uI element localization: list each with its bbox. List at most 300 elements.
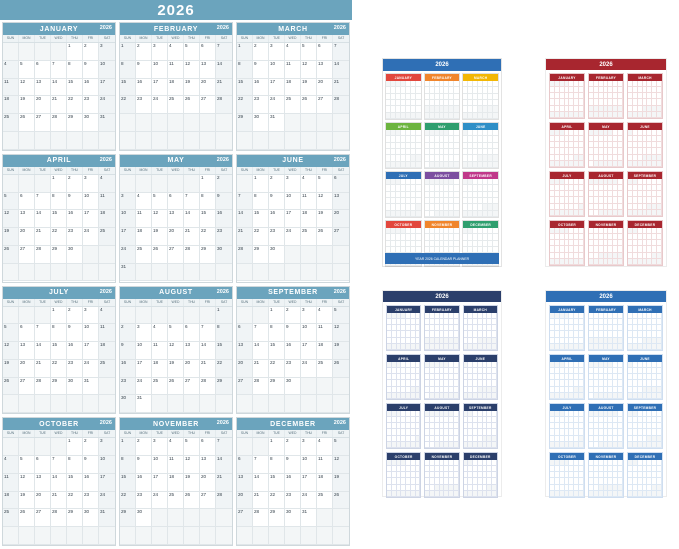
day-number: 8 [201,192,204,198]
month-year: 2026 [216,25,229,31]
day-number: 31 [137,395,143,401]
day-cell [19,264,35,282]
day-number: 15 [270,342,276,348]
day-number: 31 [100,509,106,515]
month-header [237,155,349,167]
day-number: 8 [121,456,124,462]
thumbnail-day-cell [618,344,623,350]
day-cell [136,509,152,527]
day-number: 29 [238,114,244,120]
day-cell [136,114,152,132]
day-cell [269,474,285,492]
day-number: 9 [84,456,87,462]
day-cell [285,342,301,360]
month-year: 2026 [99,420,112,427]
day-number: 29 [52,245,58,251]
thumbnail-month-block [424,452,459,498]
day-cell [136,246,152,264]
day-cell [120,61,136,79]
day-number: 28 [185,245,191,251]
day-number: 18 [153,359,159,365]
day-cell [168,193,184,211]
day-cell [51,246,67,264]
day-number: 8 [121,60,124,66]
day-cell [301,114,317,132]
day-number: 11 [100,324,105,330]
day-cell [269,132,285,150]
variant-title-blue: 2026 [546,291,666,302]
day-number: 26 [334,491,340,497]
day-cell [51,324,67,342]
day-number: 6 [169,192,172,198]
day-number: 28 [52,509,58,515]
day-cell [152,456,168,474]
day-cell [3,96,19,114]
thumbnail-month-header: JUNE [628,355,662,362]
thumbnail-month-block [386,452,421,498]
thumbnail-day-grid [464,362,497,399]
day-number: 13 [201,456,207,462]
day-number: 1 [121,438,124,444]
weekday-header-row [3,299,115,307]
month-name: OCTOBER [39,420,79,428]
day-cell [99,96,115,114]
day-number: 27 [36,509,42,515]
thumbnail-day-cell [579,161,584,167]
weekday-label: SUN [237,35,253,42]
day-number: 17 [153,78,159,84]
day-number: 3 [84,174,87,180]
variant-thumbnail-navy[interactable] [382,290,502,497]
day-number: 11 [318,324,323,330]
day-cell [200,342,216,360]
thumbnail-month-block [627,452,663,498]
day-cell [200,378,216,396]
thumbnail-day-cell [454,491,459,497]
day-cell [67,246,83,264]
weekday-label: THU [184,430,200,437]
day-cell [333,132,349,150]
variant-thumbnail-blue[interactable] [545,290,667,497]
day-number: 5 [169,324,172,330]
day-cell [285,175,301,193]
day-number: 17 [153,473,159,479]
weekday-label: FRI [317,35,333,42]
thumbnail-day-grid [550,313,584,350]
day-cell [301,246,317,264]
day-cell [301,307,317,325]
thumbnail-month-header: MAY [425,355,458,362]
day-cell [136,96,152,114]
thumbnail-day-grid [550,228,584,265]
day-cell [285,114,301,132]
weekday-label: TUE [152,299,168,306]
thumbnail-month-header: FEBRUARY [589,74,623,81]
day-cell [168,474,184,492]
weekday-label: SUN [237,167,253,174]
thumbnail-month-header: JANUARY [387,306,420,313]
day-cell [237,360,253,378]
day-cell [99,360,115,378]
day-cell [184,264,200,282]
day-number: 16 [84,78,90,84]
thumbnail-month-header: AUGUST [425,172,460,179]
day-cell [333,360,349,378]
day-number: 14 [52,473,58,479]
thumbnail-day-cell [454,211,459,217]
day-cell [269,509,285,527]
day-number: 22 [270,491,276,497]
weekday-label: WED [285,167,301,174]
day-cell [51,96,67,114]
thumbnail-day-grid [425,460,458,497]
day-cell [35,228,51,246]
day-number: 28 [254,377,260,383]
day-cell [237,527,253,545]
day-cell [67,175,83,193]
day-cell [333,324,349,342]
day-cell [67,61,83,79]
weekday-label: WED [168,430,184,437]
thumbnail-month-block [424,73,461,120]
thumbnail-month-header: NOVEMBER [589,453,623,460]
day-number: 4 [4,60,7,66]
day-cell [35,509,51,527]
day-cell [83,378,99,396]
day-number: 12 [4,342,10,348]
thumbnail-month-block [424,305,459,351]
weekday-label: FRI [83,35,99,42]
thumbnail-month-block [588,171,624,217]
day-cell [269,307,285,325]
weekday-label: FRI [83,299,99,306]
day-number: 3 [84,306,87,312]
day-cell [99,378,115,396]
day-cell [51,210,67,228]
day-number: 24 [286,228,292,234]
day-cell [83,228,99,246]
day-cell [35,264,51,282]
day-cell [216,527,232,545]
day-cell [269,175,285,193]
day-number: 8 [52,192,55,198]
variant-title-rainbow: 2026 [383,59,501,71]
month-header [120,418,232,430]
day-cell [120,210,136,228]
day-cell [269,264,285,282]
day-cell [168,210,184,228]
variant-thumbnail-rainbow[interactable] [382,58,502,267]
day-cell [35,210,51,228]
day-cell [237,456,253,474]
day-cell [51,378,67,396]
day-number: 5 [334,306,337,312]
day-number: 18 [100,342,106,348]
day-number: 27 [201,96,207,102]
day-number: 5 [334,438,337,444]
day-number: 26 [153,245,159,251]
day-cell [3,438,19,456]
weekday-label: MON [253,35,269,42]
day-cell [184,509,200,527]
weekday-label: SAT [337,431,345,436]
day-number: 3 [302,438,305,444]
day-cell [216,193,232,211]
day-number: 22 [254,228,260,234]
day-number: 6 [20,192,23,198]
day-number: 23 [270,228,276,234]
day-number: 16 [121,359,127,365]
day-number: 1 [68,43,71,48]
thumbnail-month-block [385,122,422,169]
month-name: APRIL [46,157,72,165]
weekday-label: SAT [220,167,228,172]
day-number: 18 [286,78,292,84]
day-cell [67,456,83,474]
day-cell [285,96,301,114]
day-cell [152,527,168,545]
day-cell [269,360,285,378]
thumbnail-day-grid [387,411,420,448]
thumbnail-day-cell [579,344,584,350]
day-cell [99,246,115,264]
day-cell [301,342,317,360]
day-number: 1 [238,43,241,48]
day-number: 30 [68,377,74,383]
day-cell [200,509,216,527]
month-year: 2026 [333,156,346,163]
day-number: 30 [137,509,143,515]
month-header [120,23,232,35]
weekday-label: SUN [3,35,19,42]
thumbnail-month-header: APRIL [550,123,584,130]
day-number: 9 [270,192,273,198]
day-number: 23 [286,491,292,497]
weekday-label: MON [19,167,35,174]
day-number: 9 [286,456,289,462]
day-number: 3 [302,306,305,312]
day-number: 27 [318,96,324,102]
main-calendar-year-banner: 2026 [0,0,352,20]
thumbnail-day-grid [550,81,584,118]
day-cell [3,360,19,378]
day-cell [253,474,269,492]
day-number: 15 [217,342,223,348]
day-number: 17 [84,342,90,348]
day-cell [136,360,152,378]
day-cell [99,175,115,193]
day-number: 26 [185,491,191,497]
day-number: 28 [238,245,244,251]
weekday-header-row [3,167,115,175]
day-cell [333,114,349,132]
day-number: 24 [137,377,143,383]
weekday-label: THU [67,430,83,437]
day-cell [168,342,184,360]
day-number: 21 [334,78,340,84]
day-number: 11 [169,456,174,462]
day-cell [3,474,19,492]
day-cell [285,360,301,378]
day-cell [269,114,285,132]
day-cell [216,61,232,79]
day-cell [285,509,301,527]
day-cell [301,43,317,61]
thumbnail-month-block [462,122,499,169]
day-cell [184,360,200,378]
variant-thumbnail-red[interactable] [545,58,667,267]
thumbnail-month-header: OCTOBER [550,453,584,460]
day-number: 22 [52,359,58,365]
day-number: 14 [36,342,42,348]
variant-footer-rainbow: YEAR 2026 CALENDAR PLANNER [385,253,499,264]
day-number: 28 [201,377,207,383]
day-cell [269,342,285,360]
day-cell [19,324,35,342]
day-number: 4 [318,306,321,312]
day-cell [120,114,136,132]
day-cell [152,132,168,150]
thumbnail-day-grid [628,411,662,448]
thumbnail-month-header: JANUARY [550,74,584,81]
day-number: 18 [318,473,324,479]
day-number: 5 [20,60,23,66]
thumbnail-day-cell [657,259,662,265]
weekday-label: SUN [3,167,19,174]
day-number: 6 [334,174,337,180]
day-cell [184,114,200,132]
day-number: 9 [137,60,140,66]
day-cell [99,474,115,492]
day-number: 26 [20,114,26,120]
day-cell [184,438,200,456]
day-number: 18 [302,210,308,216]
day-number: 29 [121,509,127,515]
day-cell [3,307,19,325]
day-number: 31 [302,509,308,515]
day-cell [19,96,35,114]
month-header [3,23,115,35]
thumbnail-month-block [627,73,663,119]
day-cell [67,492,83,510]
weekday-label: THU [184,299,200,306]
day-cell [83,79,99,97]
day-cell [216,307,232,325]
day-cell [301,264,317,282]
day-number: 8 [270,456,273,462]
day-number: 7 [36,324,39,330]
day-cell [83,360,99,378]
day-cell [237,175,253,193]
day-number: 28 [217,491,223,497]
day-cell [333,246,349,264]
day-cell [317,175,333,193]
weekday-label: THU [301,430,317,437]
day-cell [51,61,67,79]
day-cell [67,114,83,132]
day-cell [35,307,51,325]
day-cell [184,395,200,413]
day-number: 30 [68,245,74,251]
thumbnail-day-cell [579,393,584,399]
day-cell [269,492,285,510]
day-cell [83,456,99,474]
day-cell [99,324,115,342]
day-cell [19,378,35,396]
day-cell [3,492,19,510]
thumbnail-month-header: JANUARY [550,306,584,313]
day-cell [317,438,333,456]
weekday-label: WED [168,167,184,174]
day-cell [83,132,99,150]
month-block [119,286,233,415]
thumbnail-month-header: SEPTEMBER [463,172,498,179]
day-cell [152,264,168,282]
day-number: 14 [52,78,58,84]
day-cell [216,395,232,413]
day-cell [184,342,200,360]
day-cell [51,228,67,246]
day-cell [120,456,136,474]
day-number: 24 [84,228,90,234]
day-cell [19,438,35,456]
day-cell [67,264,83,282]
day-cell [3,132,19,150]
weekday-label: MON [136,35,152,42]
day-cell [253,246,269,264]
day-cell [200,175,216,193]
day-number: 7 [201,324,204,330]
thumbnail-day-grid [425,81,460,119]
thumbnail-month-block [463,354,498,400]
thumbnail-day-cell [416,442,421,448]
day-cell [120,132,136,150]
day-cell [51,360,67,378]
day-cell [333,264,349,282]
day-number: 19 [4,359,10,365]
day-cell [67,360,83,378]
thumbnail-month-header: OCTOBER [386,221,421,228]
thumbnail-month-header: JANUARY [386,74,421,81]
day-number: 13 [20,210,26,216]
day-number: 27 [20,377,26,383]
day-number: 13 [334,192,340,198]
day-cell [120,492,136,510]
month-year: 2026 [216,156,229,163]
thumbnail-month-header: SEPTEMBER [628,172,662,179]
day-number: 3 [153,43,156,48]
day-cell [269,527,285,545]
thumbnail-month-block [386,403,421,449]
thumbnail-month-block [462,171,499,218]
thumbnail-month-header: MARCH [628,306,662,313]
month-year: 2026 [333,288,346,295]
day-number: 7 [185,192,188,198]
day-number: 26 [318,228,324,234]
day-cell [51,193,67,211]
weekday-header-row [237,35,349,43]
thumbnail-month-header: MAY [589,355,623,362]
thumbnail-month-block [588,403,624,449]
thumbnail-month-block [463,452,498,498]
variant-month-grid-navy [383,302,501,501]
day-cell [333,96,349,114]
day-cell [237,210,253,228]
day-cell [216,378,232,396]
day-cell [200,96,216,114]
weekday-label: MON [253,299,269,306]
thumbnail-day-grid [425,179,460,217]
